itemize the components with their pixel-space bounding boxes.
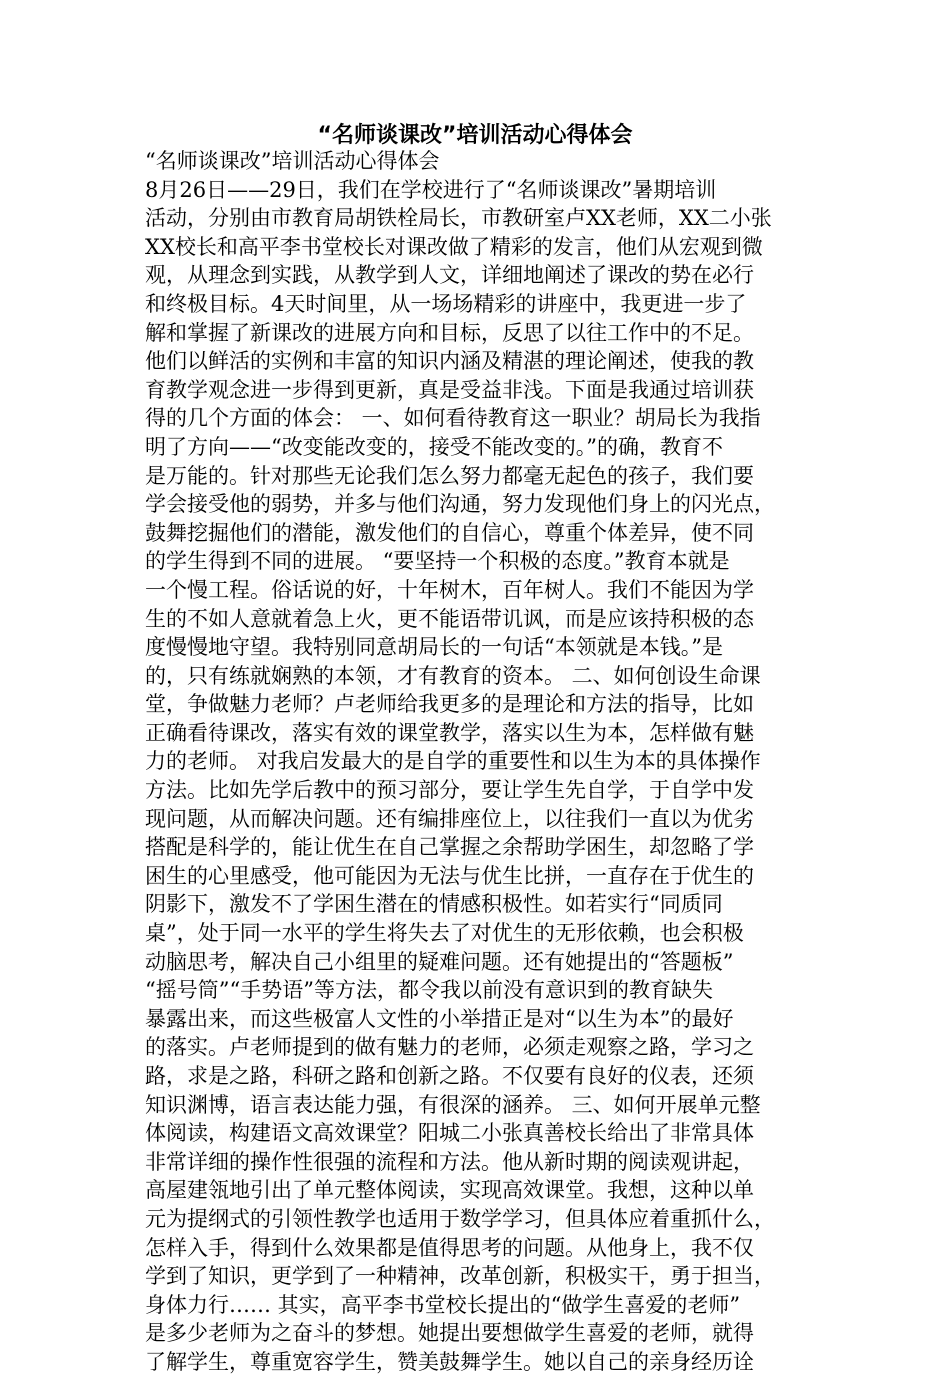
body-text-line: 高屋建瓴地引出了单元整体阅读，实现高效课堂。我想，这种以单: [145, 1178, 754, 1203]
body-text-line: 体阅读，构建语文高效课堂？阳城二小张真善校长给出了非常具体: [145, 1121, 754, 1146]
body-text-line: 现问题，从而解决问题。还有编排座位上，以往我们一直以为优劣: [145, 806, 754, 831]
document-title: “名师谈课改”培训活动心得体会: [317, 123, 633, 148]
document-body: [145, 147, 805, 1377]
body-text-line: 学到了知识，更学到了一种精神，改革创新，积极实干，勇于担当，: [145, 1264, 775, 1289]
body-text-line: 阴影下，激发不了学困生潜在的情感积极性。如若实行“同质同: [145, 892, 723, 917]
body-text-line: 元为提纲式的引领性教学也适用于数学学习，但具体应着重抓什么，: [145, 1206, 775, 1231]
body-text-line: 非常详细的操作性很强的流程和方法。他从新时期的阅读观讲起，: [145, 1149, 754, 1174]
body-text-line: 鼓舞挖掘他们的潜能，激发他们的自信心，尊重个体差异，使不同: [145, 520, 754, 545]
body-text-line: 怎样入手，得到什么效果都是值得思考的问题。从他身上，我不仅: [145, 1235, 754, 1260]
body-text-line: 解和掌握了新课改的进展方向和目标，反思了以往工作中的不足。: [145, 320, 754, 345]
body-text-line: 活动，分别由市教育局胡铁栓局长，市教研室卢XX老师，XX二小张: [145, 206, 772, 231]
body-text-line: XX校长和高平李书堂校长对课改做了精彩的发言，他们从宏观到微: [145, 234, 763, 259]
body-text-line: 育教学观念进一步得到更新，真是受益非浅。下面是我通过培训获: [145, 377, 754, 402]
body-text-line: 的学生得到不同的进展。 “要坚持一个积极的态度。”教育本就是: [145, 549, 730, 574]
body-text-line: 了解学生，尊重宽容学生，赞美鼓舞学生。她以自己的亲身经历诠: [145, 1349, 754, 1374]
body-text-line: “摇号筒”“手势语”等方法，都令我以前没有意识到的教育缺失: [145, 978, 713, 1003]
body-text-line: 的落实。卢老师提到的做有魅力的老师，必须走观察之路，学习之: [145, 1035, 754, 1060]
body-text-line: 他们以鲜活的实例和丰富的知识内涵及精湛的理论阐述，使我的教: [145, 349, 754, 374]
body-text-line: 一个慢工程。俗话说的好，十年树木，百年树人。我们不能因为学: [145, 577, 754, 602]
body-text-line: 和终极目标。4天时间里，从一场场精彩的讲座中，我更进一步了: [145, 291, 747, 316]
body-text-line: 正确看待课改，落实有效的课堂教学，落实以生为本，怎样做有魅: [145, 720, 754, 745]
body-text-line: 堂，争做魅力老师？卢老师给我更多的是理论和方法的指导，比如: [145, 692, 754, 717]
body-text-line: 搭配是科学的，能让优生在自己掌握之余帮助学困生，却忽略了学: [145, 835, 754, 860]
body-text-line: 生的不如人意就着急上火，更不能语带讥讽，而是应该持积极的态: [145, 606, 754, 631]
body-text-line: 桌”，处于同一水平的学生将失去了对优生的无形依赖，也会积极: [145, 921, 744, 946]
body-text-line: 观，从理念到实践，从教学到人文，详细地阐述了课改的势在必行: [145, 263, 754, 288]
body-text-line: 力的老师。 对我启发最大的是自学的重要性和以生为本的具体操作: [145, 749, 761, 774]
body-text-line: 动脑思考，解决自己小组里的疑难问题。还有她提出的“答题板”: [145, 949, 734, 974]
body-text-line: 8月26日——29日，我们在学校进行了“名师谈课改”暑期培训: [145, 177, 717, 202]
body-text-line: 学会接受他的弱势，并多与他们沟通，努力发现他们身上的闪光点，: [145, 492, 775, 517]
body-text-line: 方法。比如先学后教中的预习部分，要让学生先自学，于自学中发: [145, 778, 754, 803]
body-text-line: 暴露出来，而这些极富人文性的小举措正是对“以生为本”的最好: [145, 1006, 734, 1031]
body-text-line: 得的几个方面的体会： 一、如何看待教育这一职业？胡局长为我指: [145, 406, 761, 431]
body-text-line: 路，求是之路，科研之路和创新之路。不仅要有良好的仪表，还须: [145, 1064, 754, 1088]
body-text-line: 明了方向——“改变能改变的，接受不能改变的。”的确，教育不: [145, 434, 723, 459]
body-text-line: 度慢慢地守望。我特别同意胡局长的一句话“本领就是本钱。”是: [145, 635, 723, 660]
body-text-line: 困生的心里感受，他可能因为无法与优生比拼，一直存在于优生的: [145, 863, 754, 888]
body-text-line: 是多少老师为之奋斗的梦想。她提出要想做学生喜爱的老师，就得: [145, 1321, 754, 1346]
body-text-line: 的，只有练就娴熟的本领，才有教育的资本。 二、如何创设生命课: [145, 663, 761, 688]
body-text-line: 是万能的。针对那些无论我们怎么努力都毫无起色的孩子，我们要: [145, 463, 754, 488]
body-text-line: 身体力行…… 其实，高平李书堂校长提出的“做学生喜爱的老师”: [145, 1292, 741, 1317]
body-text-line: “名师谈课改”培训活动心得体会: [145, 149, 440, 173]
body-text-line: 知识渊博，语言表达能力强，有很深的涵养。 三、如何开展单元整: [145, 1092, 761, 1117]
